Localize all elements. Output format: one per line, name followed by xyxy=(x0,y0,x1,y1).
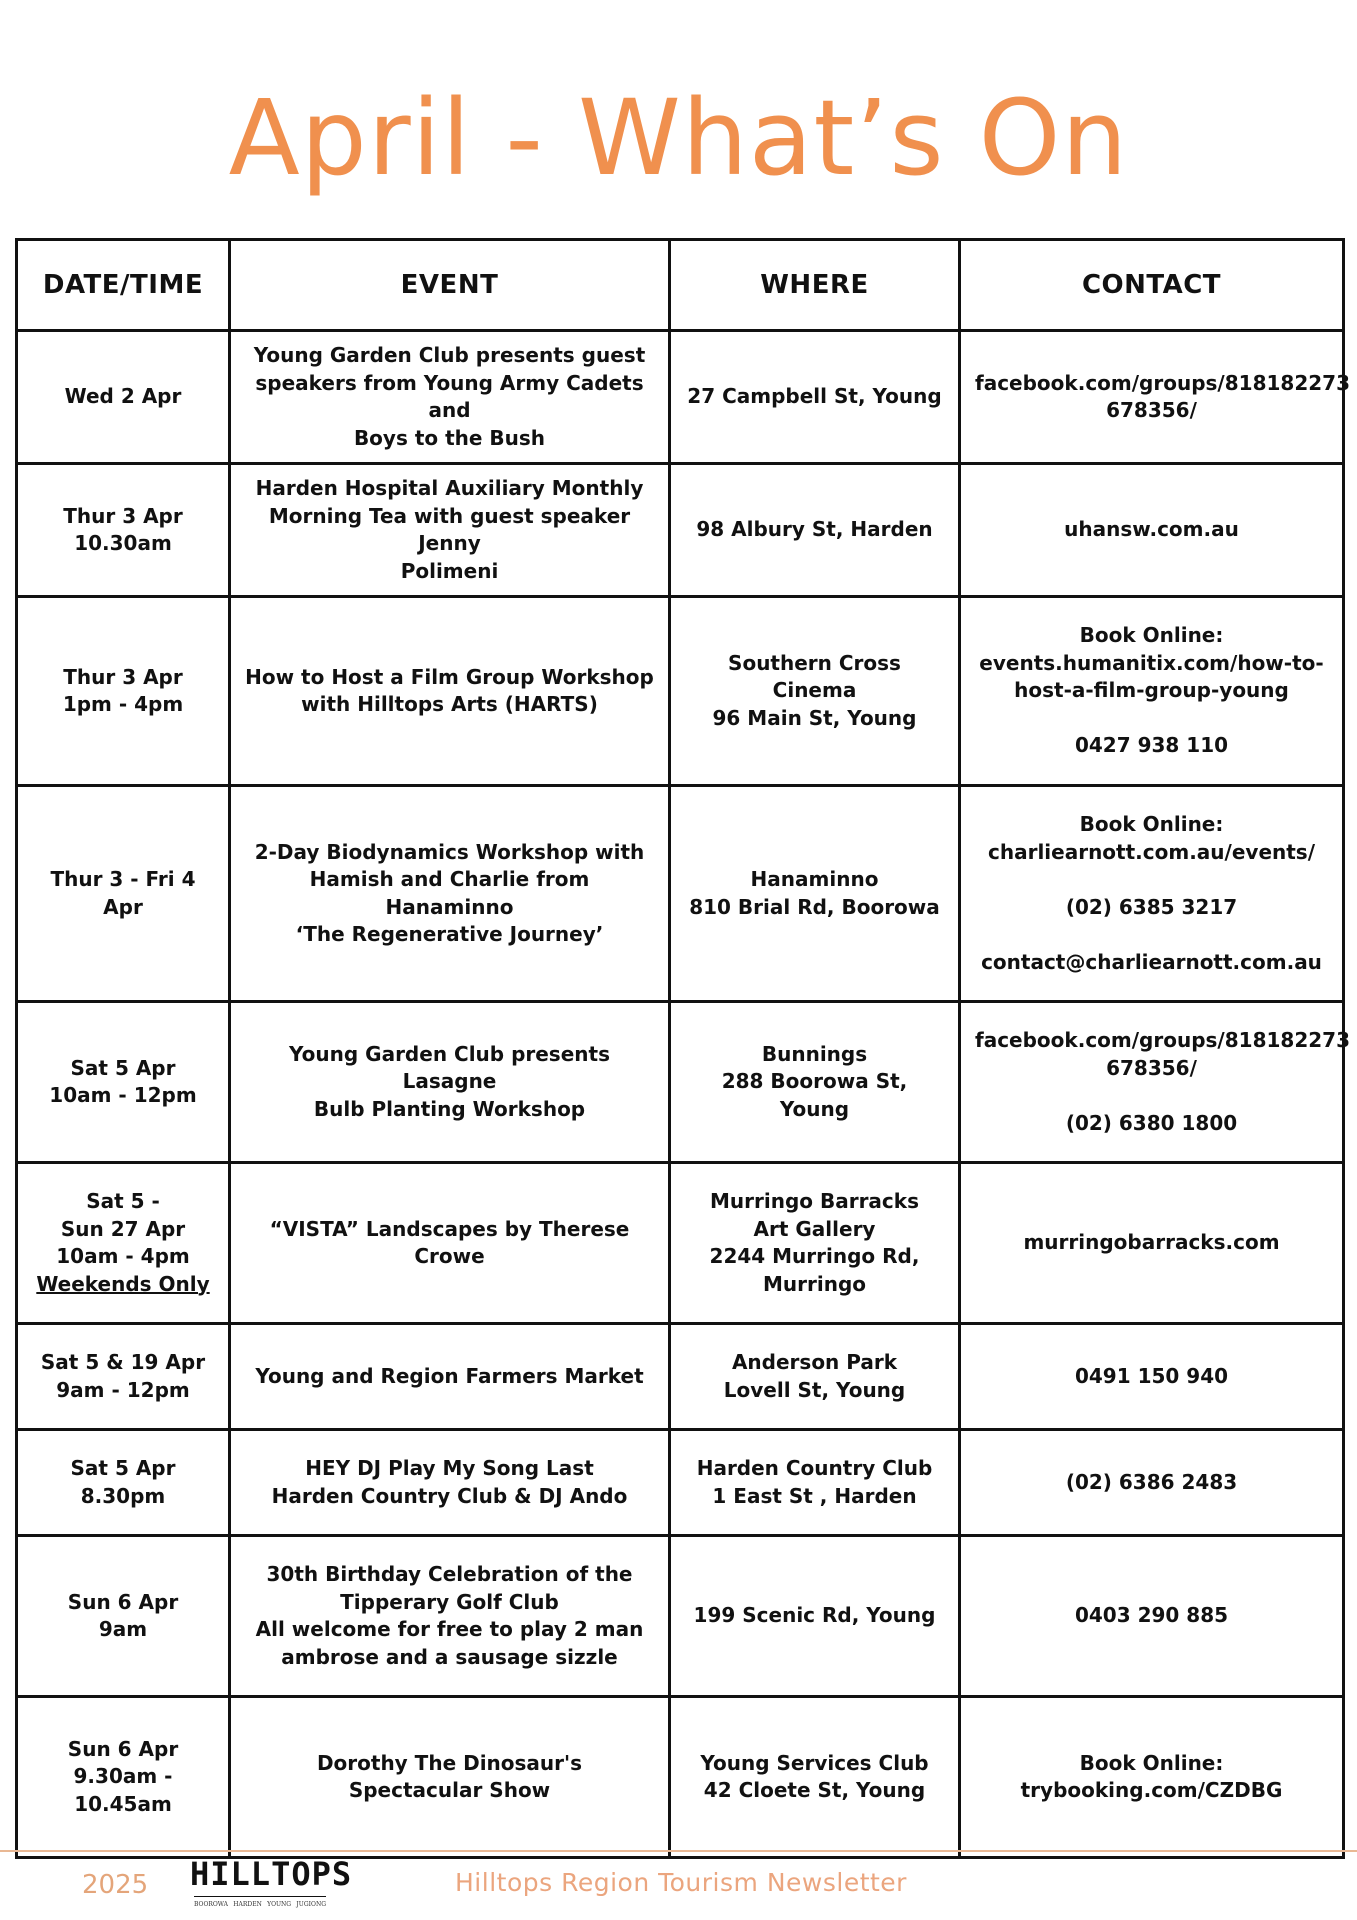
cell-date-time xyxy=(17,597,230,786)
footer-divider xyxy=(0,1850,1357,1852)
cell-event-line: Harden Hospital Auxiliary Monthly xyxy=(255,476,644,500)
cell-date-time-line: 10am - 12pm xyxy=(49,1083,197,1107)
cell-contact-line: 0427 938 110 xyxy=(1074,733,1229,758)
cell-where xyxy=(670,597,960,786)
cell-contact-line xyxy=(975,866,1328,894)
cell-contact-line: events.humanitix.com/how-to- xyxy=(979,650,1324,675)
cell-event xyxy=(230,331,670,464)
cell-date-time xyxy=(17,1536,230,1697)
cell-where xyxy=(670,1536,960,1697)
cell-date-time-line: Sun 27 Apr xyxy=(60,1216,186,1241)
cell-event-line: ‘The Regenerative Journey’ xyxy=(295,922,604,946)
cell-contact-line: Book Online: xyxy=(1079,1750,1224,1775)
cell-contact-line xyxy=(975,705,1328,733)
logo-town: JUGIONG xyxy=(296,1901,326,1908)
cell-event xyxy=(230,786,670,1002)
cell-contact-line: contact@charliearnott.com.au xyxy=(981,949,1322,974)
cell-event xyxy=(230,1697,670,1858)
hilltops-logo xyxy=(190,1855,353,1915)
logo-town: BOOROWA xyxy=(194,1901,228,1908)
cell-event xyxy=(230,1536,670,1697)
cell-event-line: Boys to the Bush xyxy=(353,425,546,450)
cell-date-time-line: Weekends Only xyxy=(36,1271,210,1296)
cell-where-line: Lovell St, Young xyxy=(723,1377,906,1402)
cell-event xyxy=(230,1430,670,1536)
logo-town: YOUNG xyxy=(267,1901,292,1908)
cell-contact-line: Book Online: xyxy=(1079,623,1224,648)
cell-date-time-line: Sun 6 Apr xyxy=(67,1736,179,1761)
cell-date-time-line: Sat 5 Apr xyxy=(70,1055,176,1080)
cell-event xyxy=(230,464,670,597)
cell-where-line: Harden Country Club xyxy=(696,1456,933,1480)
header-contact: CONTACT xyxy=(960,240,1344,331)
cell-date-time-line: Wed 2 Apr xyxy=(64,384,182,409)
cell-date-time-line: 10.45am xyxy=(74,1791,172,1816)
table-row xyxy=(17,464,1344,597)
cell-contact-line: facebook.com/groups/818182273 xyxy=(975,1028,1350,1052)
cell-date-time xyxy=(17,1163,230,1324)
cell-contact-line: 678356/ xyxy=(1106,1055,1197,1080)
cell-where-line: 199 Scenic Rd, Young xyxy=(693,1603,936,1628)
table-row xyxy=(17,1430,1344,1536)
cell-contact-line: 678356/ xyxy=(1106,398,1197,422)
cell-contact-line: uhansw.com.au xyxy=(1064,517,1239,542)
cell-event-line: with Hilltops Arts (HARTS) xyxy=(301,692,598,716)
cell-event-line: Morning Tea with guest speaker Jenny xyxy=(268,503,631,555)
cell-event-line: 30th Birthday Celebration of the xyxy=(266,1562,633,1586)
cell-contact xyxy=(960,464,1344,597)
cell-where-line: 1 East St , Harden xyxy=(712,1483,917,1508)
cell-where xyxy=(670,1697,960,1858)
cell-where-line: Hanaminno xyxy=(750,867,879,891)
cell-date-time-line: Sat 5 - xyxy=(86,1189,160,1213)
cell-where xyxy=(670,331,960,464)
table-row xyxy=(17,786,1344,1002)
cell-where xyxy=(670,1163,960,1324)
cell-date-time-line: Sat 5 Apr xyxy=(70,1456,176,1480)
cell-where xyxy=(670,1324,960,1430)
logo-town: HARDEN xyxy=(233,1901,262,1908)
cell-event-line: How to Host a Film Group Workshop xyxy=(245,664,654,689)
cell-contact-line: (02) 6386 2483 xyxy=(1065,1469,1238,1494)
cell-event-line: Bulb Planting Workshop xyxy=(313,1096,586,1121)
table-row xyxy=(17,1324,1344,1430)
cell-where-line: 98 Albury St, Harden xyxy=(696,517,933,542)
cell-contact-line: trybooking.com/CZDBG xyxy=(1020,1778,1283,1802)
cell-date-time-line: 10am - 4pm xyxy=(56,1244,190,1268)
cell-date-time-line: 9am - 12pm xyxy=(56,1377,190,1402)
cell-event-line: speakers from Young Army Cadets and xyxy=(255,370,644,422)
cell-date-time xyxy=(17,1324,230,1430)
cell-where-line: 42 Cloete St, Young xyxy=(703,1778,926,1802)
cell-contact xyxy=(960,331,1350,464)
cell-date-time xyxy=(17,464,230,597)
cell-contact-line: Book Online: xyxy=(1079,812,1224,836)
cell-event xyxy=(230,1163,670,1324)
cell-contact xyxy=(960,1002,1350,1163)
cell-where-line: Southern Cross Cinema xyxy=(728,650,901,703)
cell-contact xyxy=(960,786,1344,1002)
cell-event-line: “VISTA” Landscapes by Therese Crowe xyxy=(269,1216,630,1268)
logo-towns xyxy=(194,1901,326,1908)
cell-contact-line: facebook.com/groups/818182273 xyxy=(975,370,1350,395)
cell-where xyxy=(670,786,960,1002)
cell-where xyxy=(670,1002,960,1163)
cell-event-line: ambrose and a sausage sizzle xyxy=(281,1644,618,1669)
header-date-time: DATE/TIME xyxy=(17,240,230,331)
cell-contact-line: murringobarracks.com xyxy=(1023,1230,1280,1255)
cell-contact-line: (02) 6380 1800 xyxy=(1065,1110,1238,1135)
cell-date-time xyxy=(17,786,230,1002)
cell-event-line: Young and Region Farmers Market xyxy=(255,1363,644,1388)
cell-where-line: Art Gallery xyxy=(753,1216,876,1241)
cell-contact xyxy=(960,1324,1344,1430)
cell-date-time-line: Thur 3 Apr xyxy=(63,664,183,689)
table-row xyxy=(17,597,1344,786)
cell-date-time xyxy=(17,1697,230,1858)
cell-date-time-line: 8.30pm xyxy=(80,1483,166,1508)
header-event: EVENT xyxy=(230,240,670,331)
cell-where-line: Anderson Park xyxy=(731,1350,898,1374)
cell-event-line: 2-Day Biodynamics Workshop with xyxy=(254,839,645,864)
cell-date-time-line: Sat 5 & 19 Apr xyxy=(40,1350,206,1374)
table-row xyxy=(17,1002,1344,1163)
cell-contact-line: charliearnott.com.au/events/ xyxy=(987,839,1316,864)
table-row xyxy=(17,1163,1344,1324)
cell-event-line: Harden Country Club & DJ Ando xyxy=(271,1483,628,1508)
cell-contact-line: 0491 150 940 xyxy=(1074,1363,1229,1388)
cell-event xyxy=(230,1324,670,1430)
cell-where-line: Murringo Barracks xyxy=(709,1189,919,1213)
table-header-row xyxy=(17,240,1344,331)
page-title: April - What’s On xyxy=(228,77,1129,199)
cell-contact xyxy=(960,1163,1344,1324)
events-table xyxy=(15,238,1350,1859)
cell-contact-line: host-a-film-group-young xyxy=(1014,678,1289,703)
cell-date-time-line: 10.30am xyxy=(74,531,172,555)
cell-contact-line xyxy=(975,1082,1328,1110)
cell-contact xyxy=(960,1697,1344,1858)
cell-contact xyxy=(960,1536,1344,1697)
events-body xyxy=(17,331,1350,1858)
cell-where-line: Young Services Club xyxy=(700,1750,929,1775)
cell-where-line: 2244 Murringo Rd, xyxy=(709,1244,920,1268)
cell-date-time-line: Thur 3 Apr xyxy=(63,503,183,528)
cell-contact xyxy=(960,1430,1344,1536)
logo-wordmark: HILLTOPS xyxy=(190,1855,353,1893)
cell-where-line: Bunnings xyxy=(761,1041,868,1066)
cell-where-line: 810 Brial Rd, Boorowa xyxy=(689,894,940,919)
cell-where-line: 96 Main St, Young xyxy=(712,705,917,730)
cell-date-time-line: 1pm - 4pm xyxy=(62,692,184,716)
cell-event-line: Dorothy The Dinosaur's xyxy=(316,1750,583,1775)
cell-event-line: Tipperary Golf Club xyxy=(340,1589,559,1614)
cell-date-time-line: 9.30am - xyxy=(73,1764,173,1789)
cell-where-line: 288 Boorowa St, Young xyxy=(721,1069,908,1121)
logo-underline xyxy=(194,1896,326,1897)
cell-where xyxy=(670,464,960,597)
cell-event-line: Young Garden Club presents Lasagne xyxy=(289,1041,610,1094)
newsletter-title: Hilltops Region Tourism Newsletter xyxy=(455,1868,907,1897)
cell-date-time xyxy=(17,1430,230,1536)
cell-date-time xyxy=(17,1002,230,1163)
cell-where-line: Murringo xyxy=(762,1271,867,1296)
cell-date-time-line: Thur 3 - Fri 4 Apr xyxy=(50,867,196,919)
cell-contact xyxy=(960,597,1344,786)
cell-event xyxy=(230,1002,670,1163)
table-row xyxy=(17,1697,1344,1858)
footer-year: 2025 xyxy=(82,1870,149,1900)
header-where: WHERE xyxy=(670,240,960,331)
cell-where xyxy=(670,1430,960,1536)
cell-event-line: HEY DJ Play My Song Last xyxy=(305,1456,594,1480)
cell-date-time-line: 9am xyxy=(98,1617,148,1641)
table-row xyxy=(17,1536,1344,1697)
cell-event xyxy=(230,597,670,786)
table-row xyxy=(17,331,1344,464)
cell-event-line: Young Garden Club presents guest xyxy=(253,343,646,367)
cell-where-line: 27 Campbell St, Young xyxy=(687,384,942,409)
cell-event-line: Hamish and Charlie from Hanaminno xyxy=(309,867,590,919)
cell-event-line: Polimeni xyxy=(400,558,499,583)
cell-contact-line xyxy=(975,921,1328,949)
cell-date-time-line: Sun 6 Apr xyxy=(67,1589,179,1614)
cell-event-line: Spectacular Show xyxy=(348,1778,551,1802)
cell-contact-line: 0403 290 885 xyxy=(1074,1603,1229,1628)
cell-date-time xyxy=(17,331,230,464)
cell-contact-line: (02) 6385 3217 xyxy=(1065,894,1238,919)
cell-event-line: All welcome for free to play 2 man xyxy=(255,1617,644,1641)
